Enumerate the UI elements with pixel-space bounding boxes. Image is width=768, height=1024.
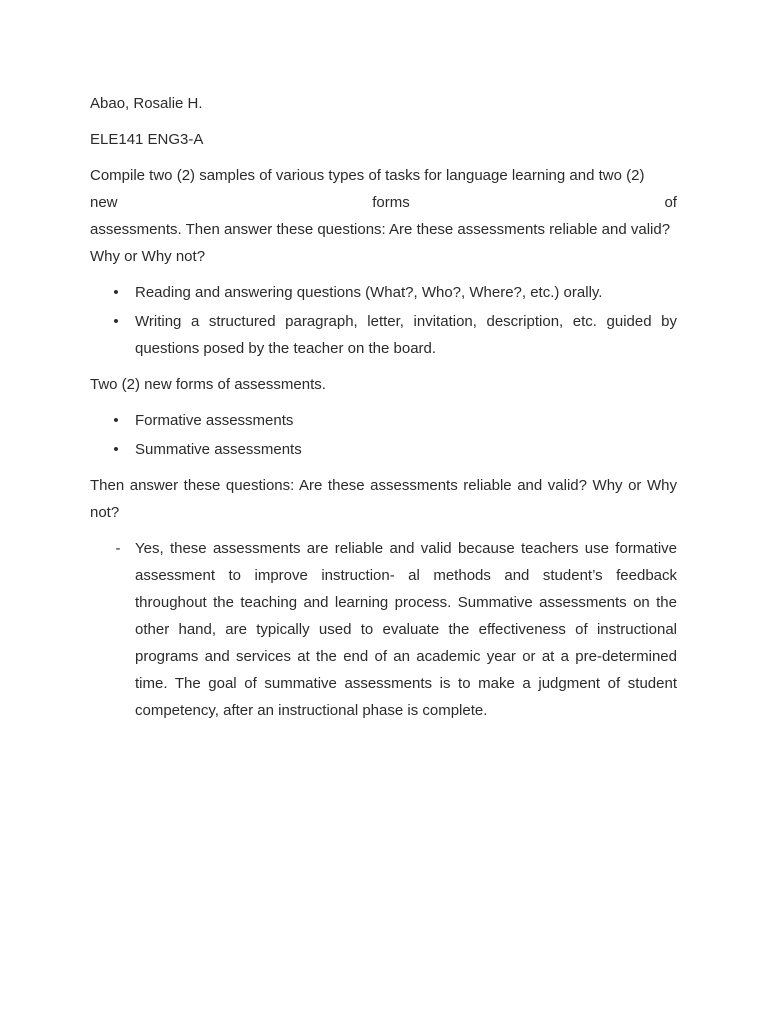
answer-text: Yes, these assessments are reliable and valid because teachers use formative assessment to improve instruction- al methods and student’s feedback throughout the teaching and learning process. Summative assessments on the other hand, are typically used to evaluate the effectiveness of instructional programs and services at the end of an academic year or at a pre-determined time. The goal of summative assessments is to make a judgment of student competency, after an instructional phase is complete. xyxy=(135,540,677,719)
bullet-icon: • xyxy=(113,441,119,458)
assessments-heading: Two (2) new forms of assessments. xyxy=(90,376,326,393)
assignment-prompt xyxy=(90,162,677,270)
prompt-word-of: of xyxy=(664,194,677,211)
list-item xyxy=(90,407,677,434)
task-text: Writing a structured paragraph, letter, invitation, description, etc. guided by questions posed by the teacher on the board. xyxy=(135,313,677,357)
prompt-line-3: assessments. Then answer these questions: Are these assessments reliable and valid? xyxy=(90,221,671,238)
list-item xyxy=(90,535,677,724)
prompt-word-forms: forms xyxy=(372,194,410,211)
bullet-icon: • xyxy=(113,412,119,429)
course-code: ELE141 ENG3-A xyxy=(90,131,204,148)
question-text: Then answer these questions: Are these assessments reliable and valid? Why or Why not? xyxy=(90,477,677,521)
task-text: Reading and answering questions (What?, Who?, Where?, etc.) orally. xyxy=(135,284,603,301)
list-item xyxy=(90,308,677,362)
document-page xyxy=(90,90,677,733)
bullet-icon: • xyxy=(113,313,119,330)
assessments-list xyxy=(90,407,677,463)
list-item xyxy=(90,279,677,306)
prompt-word-new: new xyxy=(90,194,118,211)
list-item xyxy=(90,436,677,463)
dash-icon: - xyxy=(115,540,121,557)
prompt-line-1: Compile two (2) samples of various types of tasks for language learning and two (2) xyxy=(90,167,645,184)
prompt-line-4: Why or Why not? xyxy=(90,248,206,265)
assessment-text: Summative assessments xyxy=(135,441,302,458)
answer-list xyxy=(90,535,677,724)
tasks-list xyxy=(90,279,677,362)
assessment-text: Formative assessments xyxy=(135,412,294,429)
author-name: Abao, Rosalie H. xyxy=(90,95,203,112)
prompt-line-2 xyxy=(90,189,677,216)
bullet-icon: • xyxy=(113,284,119,301)
